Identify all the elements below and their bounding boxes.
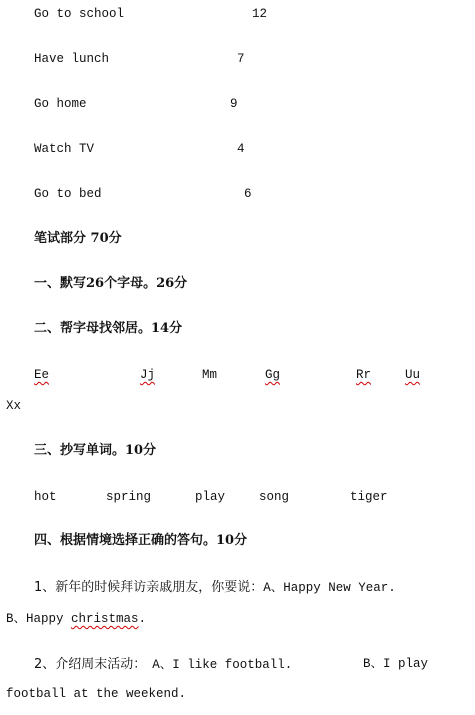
schedule-activity: Have lunch xyxy=(34,52,110,66)
letter-pair-wrapped: Xx xyxy=(6,399,22,413)
schedule-time: 12 xyxy=(252,7,268,21)
schedule-time: 7 xyxy=(237,52,245,66)
question-1-prompt: 1、新年的时候拜访亲戚朋友，你要说： xyxy=(34,580,264,595)
copy-word: song xyxy=(259,490,290,504)
question-1-line1 xyxy=(34,579,396,596)
section-3-heading: 三、抄写单词。10分 xyxy=(34,443,157,458)
section-4-heading: 四、根据情境选择正确的答句。10分 xyxy=(34,533,248,548)
copy-word: hot xyxy=(34,490,57,504)
schedule-time: 6 xyxy=(244,187,252,201)
question-2-option-a: A、I like football. xyxy=(152,658,293,672)
letter-pair: Ee xyxy=(34,368,50,382)
question-2-line2: football at the weekend. xyxy=(6,687,187,701)
question-1-line2 xyxy=(6,610,146,627)
copy-word: tiger xyxy=(350,490,388,504)
schedule-activity: Go to bed xyxy=(34,187,102,201)
schedule-time: 4 xyxy=(237,142,245,156)
letter-pair: Uu xyxy=(405,368,421,382)
letter-pair: Gg xyxy=(265,368,281,382)
schedule-activity: Go to school xyxy=(34,7,125,21)
copy-word: spring xyxy=(106,490,152,504)
question-1-option-b-suffix: . xyxy=(138,612,147,626)
schedule-activity: Go home xyxy=(34,97,87,111)
section-1-heading: 一、默写26个字母。26分 xyxy=(34,276,188,291)
question-1-option-a: A、Happy New Year. xyxy=(263,581,396,595)
question-1-option-b-prefix: B、Happy xyxy=(6,612,72,626)
schedule-time: 9 xyxy=(230,97,238,111)
question-1-option-b-word: christmas xyxy=(71,612,139,626)
copy-word: play xyxy=(195,490,226,504)
section-2-heading: 二、帮字母找邻居。14分 xyxy=(34,321,183,336)
letter-pair: Mm xyxy=(202,368,218,382)
written-part-heading: 笔试部分 70分 xyxy=(34,231,122,246)
letter-pair: Rr xyxy=(356,368,372,382)
schedule-activity: Watch TV xyxy=(34,142,95,156)
question-2-option-b: B、I play xyxy=(363,657,429,671)
question-2-line1 xyxy=(34,656,292,673)
question-2-prompt: 2、介绍周末活动： xyxy=(34,657,147,672)
letter-pair: Jj xyxy=(140,368,156,382)
